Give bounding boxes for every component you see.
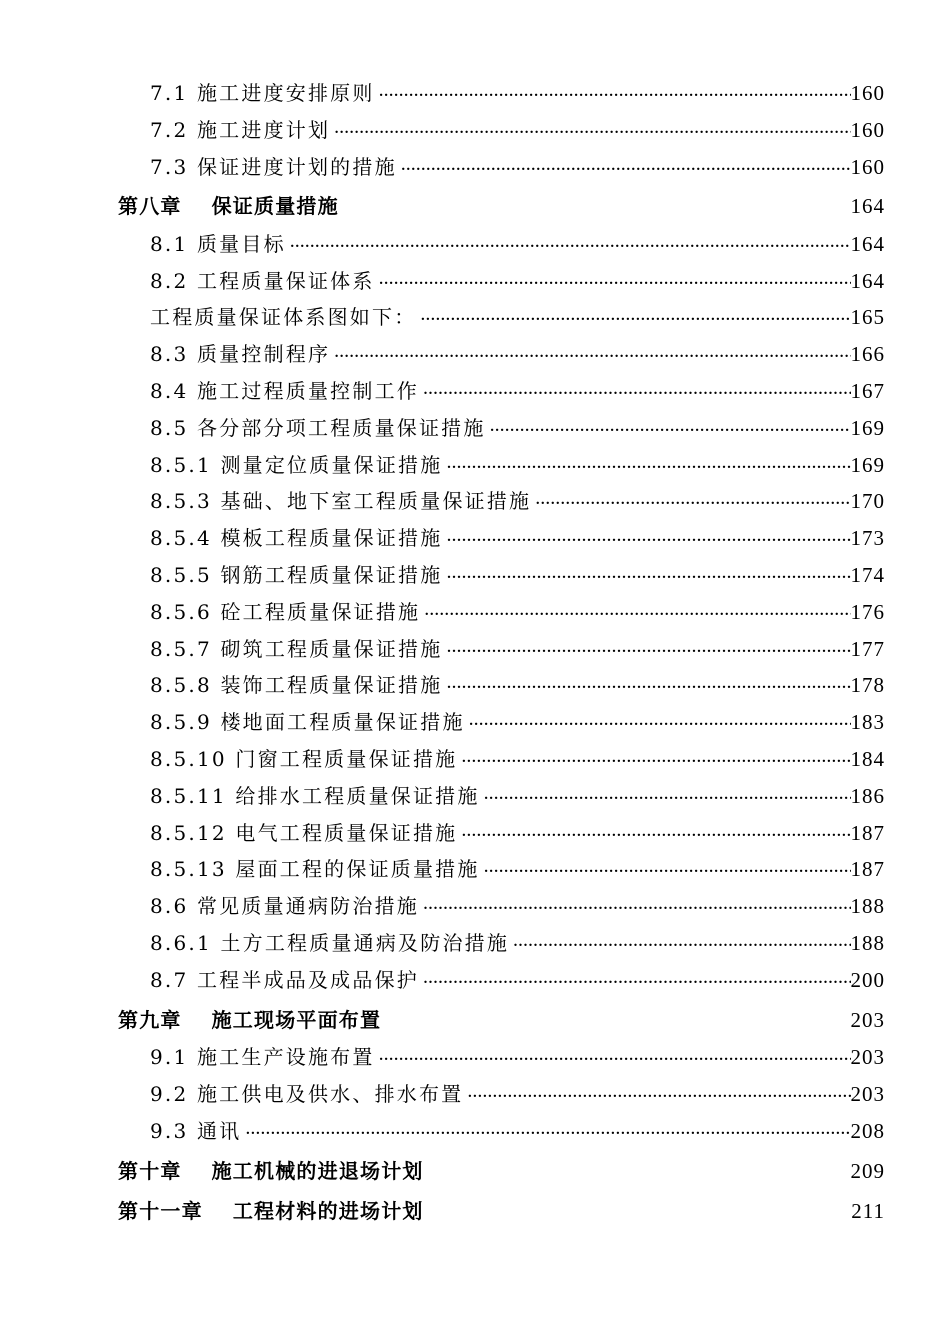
toc-entry-title: 8.5.12 电气工程质量保证措施 (150, 820, 458, 845)
dot-leader (446, 450, 850, 472)
dot-leader (446, 560, 850, 582)
toc-section-entry[interactable] (0, 296, 885, 333)
dot-leader (461, 744, 850, 766)
toc-entry-title: 8.5.9 楼地面工程质量保证措施 (150, 710, 465, 735)
toc-section-entry[interactable] (0, 407, 885, 444)
toc-entry-title: 8.5.1 测量定位质量保证措施 (150, 452, 443, 477)
dot-leader (334, 115, 850, 137)
toc-entry-title: 7.3 保证进度计划的措施 (150, 154, 397, 179)
toc-entry-title: 8.5.11 给排水工程质量保证措施 (150, 783, 480, 808)
page-number: 187 (850, 820, 885, 845)
toc-entry-title: 8.7 工程半成品及成品保护 (150, 967, 419, 992)
toc-chapter-entry[interactable] (0, 996, 885, 1037)
page-number: 188 (850, 931, 885, 956)
toc-entry-title: 9.3 通讯 (150, 1118, 242, 1143)
chapter-label: 第十一章 (118, 1199, 203, 1224)
page-number: 166 (850, 342, 885, 367)
toc-entry-title: 8.5.7 砌筑工程质量保证措施 (150, 636, 443, 661)
toc-entry-title: 8.3 质量控制程序 (150, 342, 331, 367)
toc-entry-title: 7.1 施工进度安排原则 (150, 81, 375, 105)
toc-entry-title: 8.1 质量目标 (150, 231, 286, 256)
toc-entry-title (118, 1195, 424, 1224)
dot-leader (379, 266, 851, 288)
page-number: 186 (850, 783, 885, 808)
dot-leader (428, 1196, 852, 1218)
chapter-title: 工程材料的进场计划 (232, 1199, 424, 1224)
dot-leader (467, 1079, 850, 1101)
toc-section-entry[interactable] (0, 591, 885, 628)
dot-leader (401, 152, 851, 174)
toc-section-entry[interactable] (0, 109, 885, 146)
page-number: 200 (850, 967, 885, 992)
chapter-label: 第八章 (118, 194, 182, 219)
page-number: 203 (850, 1045, 885, 1070)
toc-entry-title: 9.2 施工供电及供水、排水布置 (150, 1081, 464, 1106)
dot-leader (423, 891, 851, 913)
toc-entry-title: 8.2 工程质量保证体系 (150, 268, 375, 293)
page-number: 160 (850, 154, 885, 179)
page-number: 164 (850, 231, 885, 256)
page-number: 183 (850, 710, 885, 735)
toc-entry-title: 8.5.6 砼工程质量保证措施 (150, 599, 421, 624)
page-number: 170 (850, 489, 885, 514)
chapter-title: 保证质量措施 (211, 194, 339, 219)
dot-leader (428, 1156, 851, 1178)
toc-section-entry[interactable] (0, 72, 885, 109)
page-number: 167 (850, 379, 885, 404)
page-number: 169 (850, 415, 885, 440)
dot-leader (420, 302, 850, 324)
toc-entry-title (118, 1155, 424, 1184)
toc-section-entry[interactable] (0, 922, 885, 959)
toc-section-entry[interactable] (0, 738, 885, 775)
toc-entry-title: 8.6 常见质量通病防治措施 (150, 894, 419, 919)
page-number: 173 (850, 526, 885, 551)
toc-entry-title: 8.5 各分部分项工程质量保证措施 (150, 415, 486, 440)
toc-chapter-entry[interactable] (0, 1187, 885, 1228)
dot-leader (469, 707, 851, 729)
table-of-contents (0, 72, 950, 1228)
toc-section-entry[interactable] (0, 812, 885, 849)
toc-entry-title: 9.1 施工生产设施布置 (150, 1045, 375, 1070)
toc-entry-title: 8.5.13 屋面工程的保证质量措施 (150, 857, 480, 882)
page-number: 164 (850, 268, 885, 293)
chapter-title: 施工机械的进退场计划 (211, 1158, 424, 1183)
toc-entry-title: 8.5.10 门窗工程质量保证措施 (150, 747, 458, 772)
toc-section-entry[interactable] (0, 664, 885, 701)
toc-section-entry[interactable] (0, 1110, 885, 1147)
toc-section-entry[interactable] (0, 370, 885, 407)
page-number: 184 (850, 747, 885, 772)
dot-leader (484, 781, 851, 803)
toc-entry-title: 8.5.4 模板工程质量保证措施 (150, 526, 443, 551)
toc-section-entry[interactable] (0, 1073, 885, 1110)
toc-entry-title: 7.2 施工进度计划 (150, 117, 331, 142)
page-number: 203 (850, 1081, 885, 1106)
page-number: 208 (850, 1118, 885, 1143)
page-number: 211 (851, 1199, 885, 1224)
dot-leader (461, 818, 850, 840)
dot-leader (379, 78, 851, 100)
page-number: 169 (850, 452, 885, 477)
page-number: 187 (850, 857, 885, 882)
toc-section-entry[interactable] (0, 146, 885, 183)
toc-section-entry[interactable] (0, 848, 885, 885)
dot-leader (379, 1042, 851, 1064)
page-number: 176 (850, 599, 885, 624)
dot-leader (513, 928, 850, 950)
toc-entry-title (118, 190, 339, 219)
toc-section-entry[interactable] (0, 1036, 885, 1073)
toc-entry-title: 工程质量保证体系图如下： (150, 305, 417, 330)
dot-leader (290, 229, 851, 251)
toc-section-entry[interactable] (0, 628, 885, 665)
dot-leader (446, 523, 850, 545)
dot-leader (334, 339, 850, 361)
toc-entry-title: 8.4 施工过程质量控制工作 (150, 379, 419, 404)
page-number: 164 (850, 194, 885, 219)
page-number: 165 (850, 305, 885, 330)
page-number: 203 (850, 1007, 885, 1032)
dot-leader (423, 965, 851, 987)
page-number: 160 (850, 117, 885, 142)
toc-section-entry[interactable] (0, 223, 885, 260)
toc-entry-title: 8.5.3 基础、地下室工程质量保证措施 (150, 489, 532, 514)
dot-leader (446, 634, 850, 656)
toc-section-entry[interactable] (0, 260, 885, 297)
dot-leader (535, 486, 850, 508)
toc-section-entry[interactable] (0, 333, 885, 370)
dot-leader (446, 670, 850, 692)
toc-entry-title: 8.5.8 装饰工程质量保证措施 (150, 673, 443, 698)
toc-section-entry[interactable] (0, 959, 885, 996)
toc-section-entry[interactable] (0, 885, 885, 922)
toc-chapter-entry[interactable] (0, 182, 885, 223)
page-number: 160 (850, 81, 885, 105)
page-number: 174 (850, 563, 885, 588)
dot-leader (423, 376, 851, 398)
dot-leader (424, 597, 850, 619)
dot-leader (245, 1116, 850, 1138)
toc-section-entry[interactable] (0, 701, 885, 738)
page-number: 188 (850, 894, 885, 919)
toc-section-entry[interactable] (0, 554, 885, 591)
toc-section-entry[interactable] (0, 517, 885, 554)
toc-entry-title (118, 1004, 381, 1033)
dot-leader (343, 191, 851, 213)
toc-section-entry[interactable] (0, 775, 885, 812)
page-number: 178 (850, 673, 885, 698)
dot-leader (484, 854, 851, 876)
dot-leader (385, 1005, 850, 1027)
toc-section-entry[interactable] (0, 444, 885, 481)
chapter-label: 第九章 (118, 1007, 182, 1032)
toc-chapter-entry[interactable] (0, 1147, 885, 1188)
chapter-title: 施工现场平面布置 (211, 1007, 382, 1032)
toc-entry-title: 8.6.1 土方工程质量通病及防治措施 (150, 931, 510, 956)
page-number: 209 (850, 1158, 885, 1183)
page-number: 177 (850, 636, 885, 661)
dot-leader (490, 413, 851, 435)
chapter-label: 第十章 (118, 1158, 182, 1183)
toc-entry-title: 8.5.5 钢筋工程质量保证措施 (150, 563, 443, 588)
toc-section-entry[interactable] (0, 480, 885, 517)
